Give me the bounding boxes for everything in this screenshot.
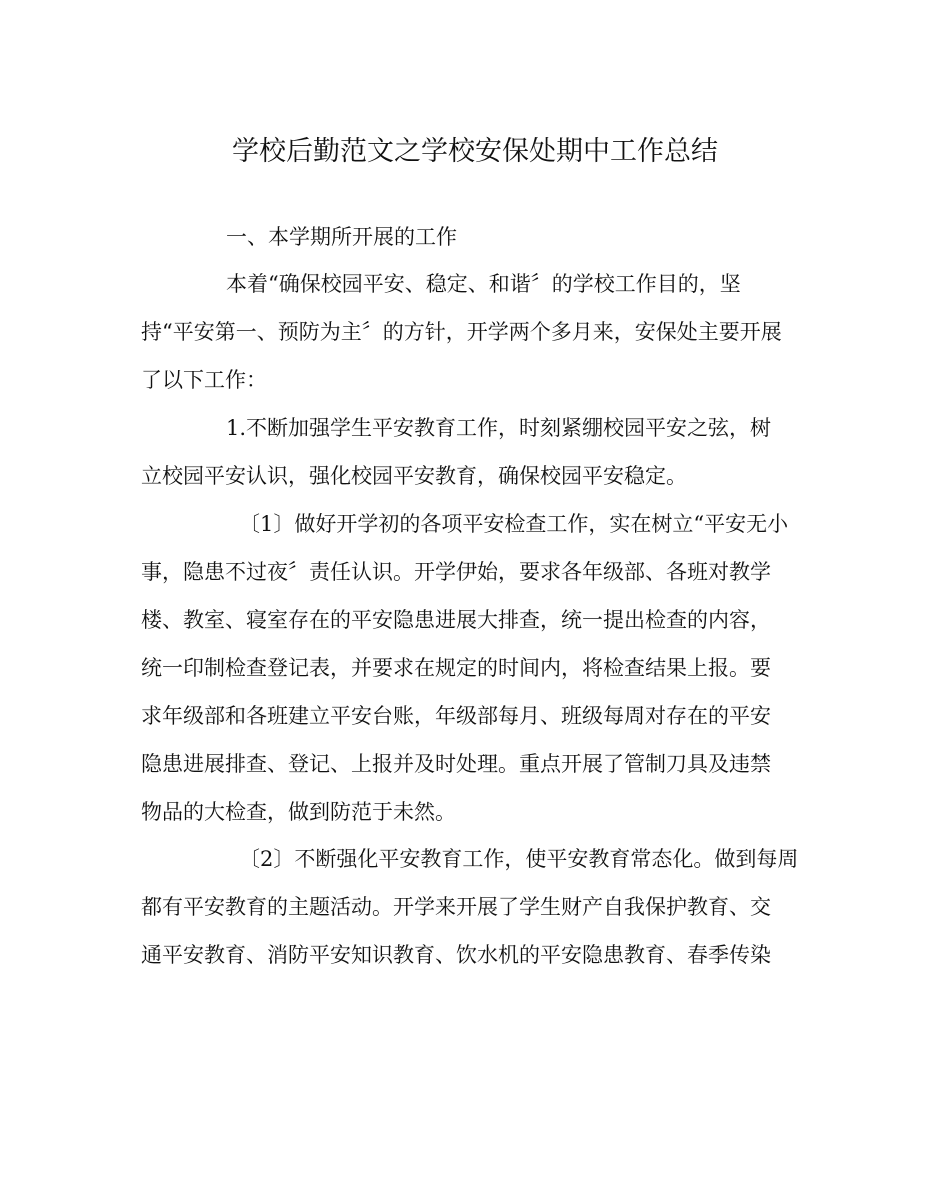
paragraph-line: 持“平安第一、预防为主〞的方针，开学两个多月来，安保处主要开展: [141, 320, 782, 344]
paragraph-line: 〔1〕做好开学初的各项平安检查工作，实在树立“平安无小: [239, 512, 789, 536]
paragraph-line: 物品的大检查，做到防范于未然。: [141, 800, 456, 824]
paragraph-line: 了以下工作：: [141, 368, 267, 392]
paragraph-line: 本着“确保校园平安、稳定、和谐〞的学校工作目的，坚: [226, 272, 741, 296]
paragraph-line: 隐患进展排查、登记、上报并及时处理。重点开展了管制刀具及违禁: [141, 752, 771, 776]
paragraph-line: 〔2〕不断强化平安教育工作，使平安教育常态化。做到每周: [239, 847, 799, 871]
paragraph-line: 求年级部和各班建立平安台账，年级部每月、班级每周对存在的平安: [141, 704, 771, 728]
paragraph-line: 事，隐患不过夜〞责任认识。开学伊始，要求各年级部、各班对教学: [141, 560, 771, 584]
paragraph-line: 统一印制检查登记表，并要求在规定的时间内，将检查结果上报。要: [141, 656, 771, 680]
paragraph-line: 楼、教室、寝室存在的平安隐患进展大排查，统一提出检查的内容，: [141, 608, 771, 632]
paragraph-line: 通平安教育、消防平安知识教育、饮水机的平安隐患教育、春季传染: [141, 943, 771, 967]
paragraph-line: 立校园平安认识，强化校园平安教育，确保校园平安稳定。: [141, 464, 687, 488]
paragraph-line: 1.不断加强学生平安教育工作，时刻紧绷校园平安之弦，树: [226, 416, 772, 440]
document-title: 学校后勤范文之学校安保处期中工作总结: [232, 136, 718, 167]
paragraph-line: 都有平安教育的主题活动。开学来开展了学生财产自我保护教育、交: [141, 895, 771, 919]
section-heading: 一、本学期所开展的工作: [226, 225, 457, 249]
